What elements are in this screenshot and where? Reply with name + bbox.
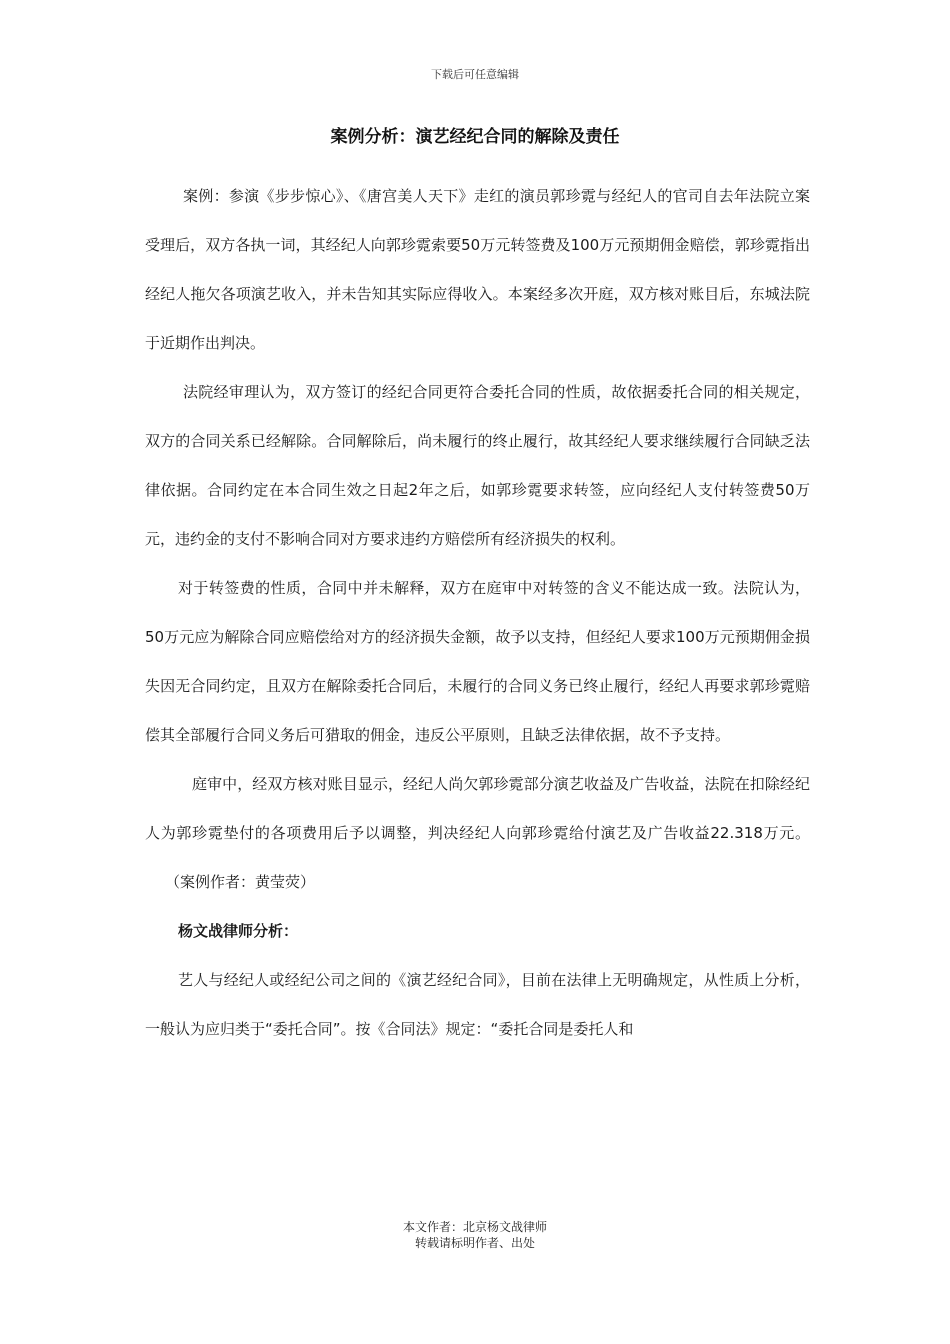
paragraph-analysis: 艺人与经纪人或经纪公司之间的《演艺经纪合同》，目前在法律上无明确规定，从性质上分析，一般认为应归类于“委托合同”。按《合同法》规定：“委托合同是委托人和	[145, 971, 810, 1038]
paragraph-transfer-fee: 对于转签费的性质，合同中并未解释，双方在庭审中对转签的含义不能达成一致。法院认为，50万元应为解除合同应赔偿给对方的经济损失金额，故予以支持，但经纪人要求100万元预期佣金损失因无合同约定，且双方在解除委托合同后，未履行的合同义务已终止履行，经纪人再要求郭珍霓赔偿其全部履行合同义务后可猎取的佣金，违反公平原则，且缺乏法律依据，故不予支持。	[145, 579, 810, 744]
paragraph-income-text: 庭审中，经双方核对账目显示，经纪人尚欠郭珍霓部分演艺收益及广告收益，法院在扣除经纪人为郭珍霓垫付的各项费用后予以调整，判决经纪人向郭珍霓给付演艺及广告收益22.318万元。	[145, 775, 810, 842]
document-title: 案例分析：演艺经纪合同的解除及责任	[330, 127, 620, 147]
page-footer	[0, 1219, 950, 1251]
paragraph-court-ruling: 法院经审理认为，双方签订的经纪合同更符合委托合同的性质，故依据委托合同的相关规定，双方的合同关系已经解除。合同解除后，尚未履行的终止履行，故其经纪人要求继续履行合同缺乏法律依据。合同约定在本合同生效之日起2年之后，如郭珍霓要求转签，应向经纪人支付转签费50万元，违约金的支付不影响合同对方要求违约方赔偿所有经济损失的权利。	[145, 383, 810, 548]
case-author: （案例作者：黄莹荧）	[165, 873, 316, 891]
page-header-note: 下载后可任意编辑	[431, 68, 519, 81]
paragraph-income	[145, 760, 810, 907]
document-body	[145, 172, 810, 1054]
footer-reprint-note: 转载请标明作者、出处	[414, 1236, 535, 1250]
footer-author: 本文作者：北京杨文战律师	[402, 1220, 547, 1234]
paragraph-case: 案例：参演《步步惊心》、《唐宫美人天下》走红的演员郭珍霓与经纪人的官司自去年法院立案受理后，双方各执一词，其经纪人向郭珍霓索要50万元转签费及100万元预期佣金赔偿，郭珍霓指出经纪人拖欠各项演艺收入，并未告知其实际应得收入。本案经多次开庭，双方核对账目后，东城法院于近期作出判决。	[145, 187, 810, 352]
analysis-heading: 杨文战律师分析：	[178, 922, 299, 940]
